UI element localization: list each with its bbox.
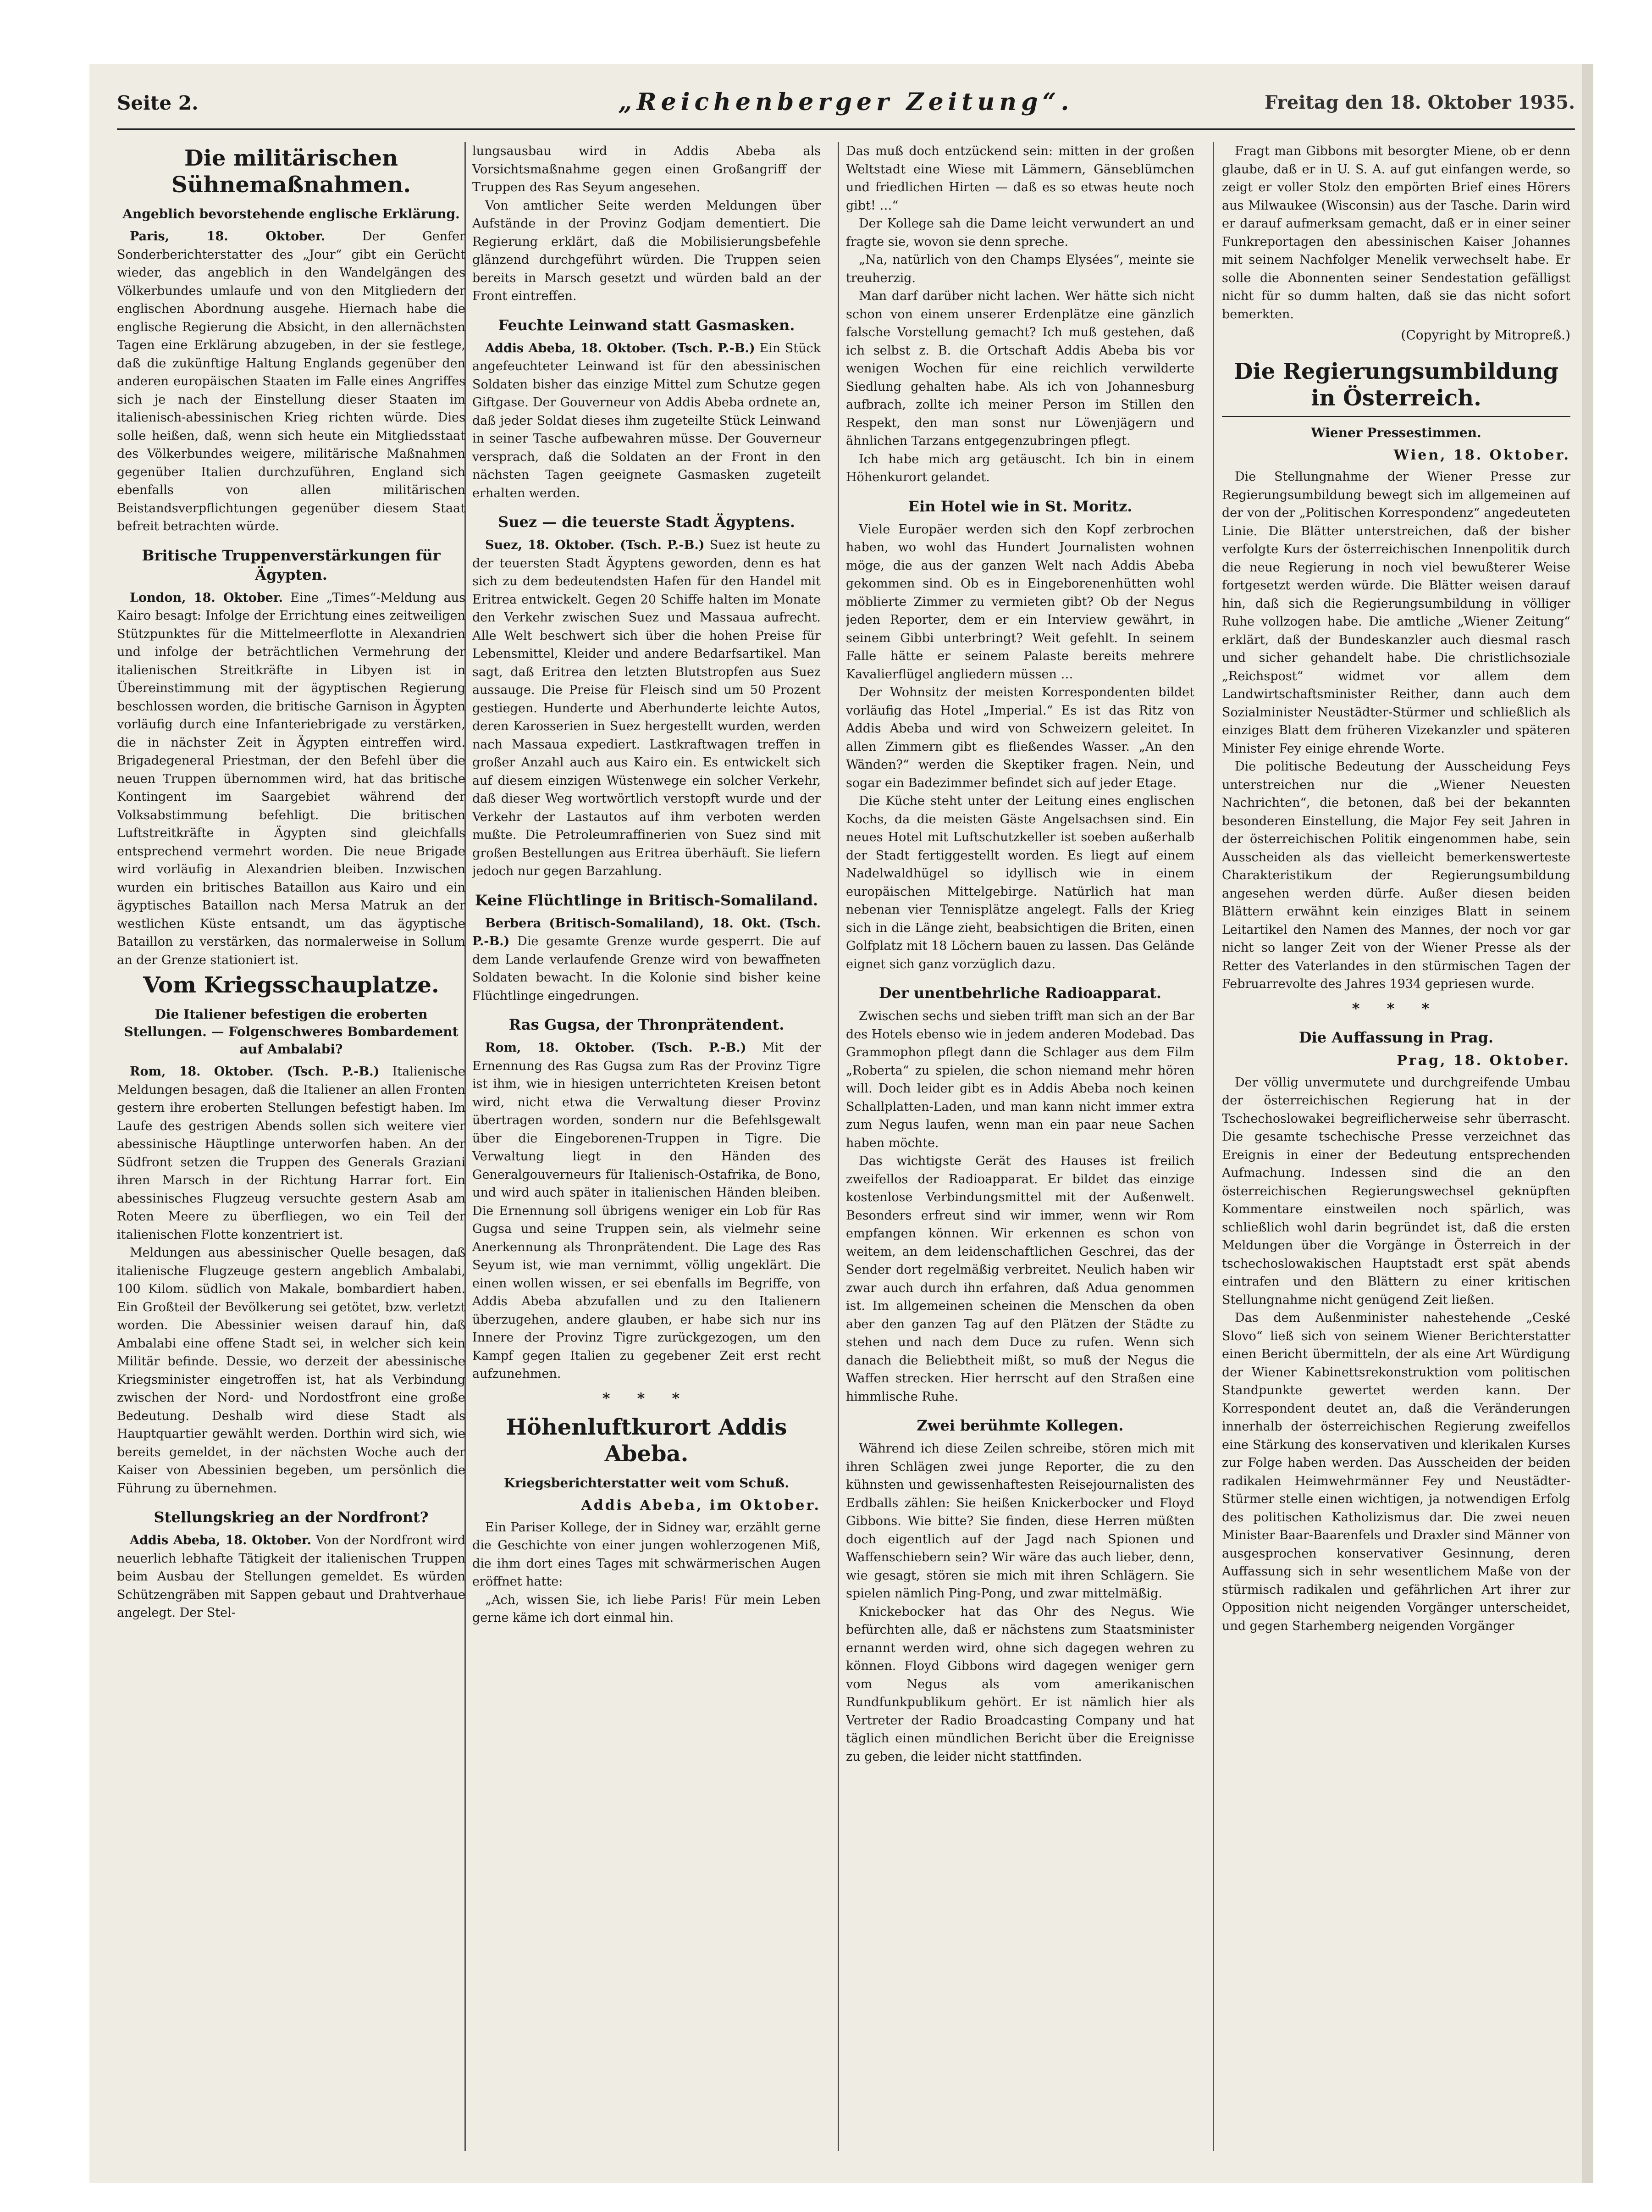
paragraph-text: lungsausbau wird in Addis Abeba als Vorsichtsmaßnahme gegen einen Großangriff der Truppen des Ras Seyum angesehen. [472, 144, 821, 194]
column-2 [472, 142, 821, 2160]
paragraph-text: Das wichtigste Gerät des Hauses ist freilich zweifellos der Radioapparat. Er bildet das einzige kostenlose Verbindungsmittel mit der Außenwelt. Besonders erfreut sind wir immer, wenn wir Rom empfangen können. Wir erkennen es schon von weitem, an dem leidenschaftlichen Geschrei, das der Sender dort regelmäßig verbreitet. Neulich haben wir zwar auch durch ihn erfahren, daß Adua genommen ist. Im allgemeinen scheinen die Menschen da oben aber den ganzen Tag auf den Plätzen der Städte zu stehen und nach dem Duce zu rufen. Wenn sich danach die Beliebtheit mißt, so muß der Negus die Waffen strecken. Hier herrscht auf den Straßen eine himmlische Ruhe. [846, 1154, 1194, 1404]
paragraph-text: Der völlig unvermutete und durchgreifende Umbau der österreichischen Regierung hat in der Tschechoslowakei begreiflicherweise sehr überrascht. Die gesamte tschechische Presse verzeichnet das Ereignis in einer der Bedeutung entsprechenden Aufmachung. Indessen sind die an den österreichischen Regierungswechsel geknüpften Kommentare einstweilen noch spärlich, was schließlich wohl darin begründet ist, daß die ersten Meldungen über die Vorgänge in Österreich in der tschechoslowakischen Hauptstadt erst spät abends eintrafen und den Blättern zu einer kritischen Stellungnahme nicht genügend Zeit ließen. [1222, 1075, 1570, 1307]
headline: Vom Kriegsschauplatze. [143, 972, 439, 998]
paragraph-text: Viele Europäer werden sich den Kopf zerbrochen haben, wo wohl das Hundert Journalisten wohnen möge, die aus der ganzen Welt nach Addis Abeba gekommen sind. Ob es in Eingeborenenhütten wohl möblierte Zimmer zu vermieten gibt? Ob der Negus jeden Reporter, dem er ein Interview gewährt, in seinem Gibbi unterbringt? Weit gefehlt. In seinem Falle hätte er seinem Palaste bereits mehrere Kavalierflügel angliedern müssen … [846, 522, 1194, 682]
paragraph [846, 683, 1194, 792]
paragraph [472, 536, 821, 881]
paragraph [117, 1244, 465, 1497]
paragraph [846, 1603, 1194, 1766]
paragraph-text: Der Genfer Sonderberichterstatter des „Jour“ gibt ein Gerücht wieder, das angeblich in den Wandelgängen des Völkerbundes umlaufe und von den Mitgliedern der englischen Abordnung ausgehe. Hiernach habe die englische Regierung die Absicht, in den allernächsten Tagen eine Erklärung abzugeben, in der sie festlege, daß die zukünftige Haltung Englands gegenüber den anderen europäischen Staaten im Falle eines Angriffes sich je nach der Einstellung dieser Staaten im italienisch-abessinischen Krieg richten würde. Dies solle heißen, daß, wenn sich heute ein Mitgliedsstaat des Völkerbundes weigere, militärische Maßnahmen gegenüber Italien durchzuführen, England sich ebenfalls von allen militärischen Beistandsverpflichtungen gegenüber diesem Staat befreit betrachten würde. [117, 229, 465, 533]
paragraph [472, 142, 821, 197]
subheadline: Feuchte Leinwand statt Gasmasken. [498, 316, 795, 334]
paragraph-text: Die politische Bedeutung der Ausscheidung Feys unterstreichen nur die „Wiener Neuesten Nachrichten“, die betonen, daß bei der bekannten besonderen Einstellung, die Major Fey seit Jahren in der österreichischen Politik eingenommen habe, sein Ausscheiden als das vielleicht bemerkenswerteste Charakteristikum der Regierungsumbildung angesehen werden dürfe. Außer diesen beiden Blättern erwähnt kein einziges Blatt in seinem Leitartikel den Namen des Mannes, der noch vor gar nicht so langer Zeit von der Wiener Presse als der Retter des Vaterlandes in den stürmischen Tagen der Februarrevolte des Jahres 1934 gepriesen wurde. [1222, 760, 1570, 991]
dateline: Addis Abeba, 18. Oktober. (Tsch. P.-B.) [485, 341, 755, 355]
paragraph-text: Die Stellungnahme der Wiener Presse zur Regierungsumbildung bewegt sich im allgemeinen auf der von der „Politischen Korrespondenz“ angedeuteten Linie. Die Blätter unterstreichen, daß der bisher verfolgte Kurs der österreichischen Innenpolitik durch die neue Regierung in noch viel bewußterer Weise fortgesetzt werden würde. Die Blätter weisen darauf hin, daß sich die Regierungsumbildung in völliger Ruhe vollzogen habe. Die amtliche „Wiener Zeitung“ erklärt, daß der Bundeskanzler auch diesmal rasch und sicher gehandelt habe. Die christlichsoziale „Reichspost“ widmet vor allem dem Landwirtschaftsminister Reither, dann auch dem Sozialminister Neustädter-Stürmer und schließlich als einziges Blatt dem früheren Vizekanzler und späteren Minister Fey einige ehrende Worte. [1222, 470, 1570, 756]
column-3 [846, 142, 1194, 2160]
paragraph [472, 1591, 821, 1627]
column-rule [1213, 142, 1214, 2151]
paragraph [472, 915, 821, 1005]
headline: Die Regierungsumbildung in Österreich. [1222, 358, 1570, 417]
paragraph-text: Der Kollege sah die Dame leicht verwundert an und fragte sie, wovon sie denn spreche. [846, 216, 1194, 249]
dateline: Addis Abeba, 18. Oktober. [130, 1533, 312, 1547]
headline: Die militärischen Sühnemaßnahmen. [171, 145, 411, 198]
paragraph-text: Ein Pariser Kollege, der in Sidney war, erzählt gerne die Geschichte von einer jungen wohlerzogenen Miß, die ihm dort eines Tages mit schwärmerischen Augen eröffnet hatte: [472, 1520, 821, 1589]
paragraph [1222, 1309, 1570, 1635]
page-header [117, 78, 1575, 130]
paragraph [846, 251, 1194, 287]
section-divider: * * * [1352, 999, 1441, 1017]
section-divider: * * * [602, 1389, 691, 1407]
paragraph-text: Italienische Meldungen besagen, daß die Italiener an allen Fronten gestern ihre eroberten Stellungen befestigt haben. Im Laufe des gestrigen Abends sollen sich weitere vier abessinische Häuptlinge unterworfen haben. An der Südfront setzen die Truppen des Generals Graziani ihren Marsch in der Richtung Harrar fort. Ein abessinisches Flugzeug versuchte gestern Asab am Roten Meere zu überfliegen, wo ein Teil der italienischen Flotte konzentriert ist. [117, 1064, 465, 1242]
place-dateline: Wien, 18. Oktober. [1393, 447, 1570, 463]
paragraph-text: Von amtlicher Seite werden Meldungen über Aufstände in der Provinz Godjam dementiert. Die Regierung erklärt, daß die Mobilisierungsbefehle glänzend durchgeführt würden. Die Truppen seien bereits in Marsch gesetzt und würden bald an der Front eintreffen. [472, 198, 821, 303]
paragraph [1222, 1074, 1570, 1309]
subheadline: Ras Gugsa, der Thronprätendent. [508, 1016, 785, 1033]
paragraph [117, 589, 465, 970]
paragraph-text: Meldungen aus abessinischer Quelle besagen, daß italienische Flugzeuge gestern angeblich Ambalabi, 100 Kilom. südlich von Makale, bombardiert haben. Ein Großteil der Bevölkerung sei getötet, bzw. verletzt worden. Die Abessinier weisen darauf hin, daß Ambalabi eine offene Stadt sei, in welcher sich kein Militär befinde. Dessie, wo derzeit der abessinische Kriegsminister eingetroffen ist, hat als Verbindung zwischen der Nord- und Nordostfront eine große Bedeutung. Deshalb wird diese Stadt als Hauptquartier gewählt werden. Dorthin wird sich, wie bereits gemeldet, in der nächsten Woche auch der Kaiser von Abessinien begeben, um persönlich die Führung zu übernehmen. [117, 1246, 465, 1496]
paragraph-text: Die Küche steht unter der Leitung eines englischen Kochs, da die meisten Gäste Angelsachsen sind. Ein neues Hotel mit Luftschutzkeller ist soeben außerhalb der Stadt fertiggestellt worden. Es liegt auf einem Nadelwaldhügel so idyllisch wie in einem europäischen Mittelgebirge. Natürlich hat man nebenan vier Tennisplätze angelegt. Falls der Krieg sich in die Länge zieht, beabsichtigen die Briten, einen Golfplatz mit 18 Löchern bauen zu lassen. Das Gelände eignet sich ganz vorzüglich dazu. [846, 794, 1194, 971]
paragraph-text: Der Wohnsitz der meisten Korrespondenten bildet vorläufig das Hotel „Imperial.“ Es ist das Ritz von Addis Abeba und wird von Schweizern geleitet. In allen Zimmern gibt es fließendes Wasser. „An den Wänden?“ werden die Skeptiker fragen. Nein, und sogar ein Badezimmer befindet sich auf jeder Etage. [846, 685, 1194, 790]
paragraph-text: Eine „Times“-Meldung aus Kairo besagt: Infolge der Errichtung eines zeitweiligen Stützpunktes für die Mittelmeerflotte in Alexandrien und infolge der beträchtlichen Vermehrung der italienischen Streitkräfte in Libyen ist in Übereinstimmung mit der ägyptischen Regierung beschlossen worden, die britische Garnison in Ägypten vorläufig durch eine Infanteriebrigade zu verstärken, die in nächster Zeit in Ägypten eintreffen wird. Brigadegeneral Priestman, der den Befehl über die neuen Truppen übernommen wird, hat das britische Kontingent im Saargebiet während der Volksabstimmung befehligt. Die britischen Luftstreitkräfte in Ägypten sind gleichfalls entsprechend vermehrt worden. Die neue Brigade wird vorläufig in Alexandrien bleiben. Inzwischen wurden ein britisches Bataillon aus Kairo und ein ägyptisches Bataillon nach Mersa Matruk an der westlichen Küste entsandt, um das ägyptische Bataillon zu verstärken, das normalerweise in Sollum an der Grenze stationiert ist. [117, 590, 465, 967]
subheadline: Keine Flüchtlinge in Britisch-Somaliland. [475, 891, 818, 909]
paragraph [117, 1531, 465, 1622]
paragraph-text: Zwischen sechs und sieben trifft man sich an der Bar des Hotels ebenso wie in jedem anderen Modebad. Das Grammophon pflegt dann die Schlager aus dem Film „Roberta“ zu spielen, die schon niemand mehr hören will. Doch leider gibt es in Addis Abeba noch keinen Schallplatten-Laden, und man kann nicht immer extra zum Negus laufen, wenn man ein paar neue Sachen haben möchte. [846, 1009, 1194, 1150]
paragraph-text: Von der Nordfront wird neuerlich lebhafte Tätigkeit der italienischen Truppen beim Ausbau der Stellungen gemeldet. Es würden Schützengräben mit Sappen gebaut und Drahtverhaue angelegt. Der Stel- [117, 1533, 465, 1620]
dateline: Rom, 18. Oktober. (Tsch. P.-B.) [130, 1064, 380, 1079]
subheadline: Die Auffassung in Prag. [1298, 1029, 1494, 1046]
dateline: London, 18. Oktober. [130, 590, 283, 605]
subheadline: Ein Hotel wie in St. Moritz. [908, 497, 1133, 515]
subheadline: Stellungskrieg an der Nordfront? [154, 1508, 429, 1526]
paragraph [846, 215, 1194, 251]
paragraph [472, 1519, 821, 1591]
dateline: Rom, 18. Oktober. (Tsch. P.-B.) [485, 1041, 746, 1055]
deck: Angeblich bevorstehende englische Erklärung. [122, 206, 460, 222]
paragraph [846, 450, 1194, 487]
paragraph-text: „Na, natürlich von den Champs Elysées“, meinte sie treuherzig. [846, 253, 1194, 285]
copyright-note: (Copyright by Mitropreß.) [1401, 327, 1570, 343]
paragraph [846, 792, 1194, 973]
paragraph-text: Mit der Ernennung des Ras Gugsa zum Ras der Provinz Tigre ist ihm, wie in hiesigen unterrichteten Kreisen betont wird, nicht etwa die Verwaltung dieser Provinz übertragen worden, sondern nur die Befehlsgewalt über die Eingeborenen-Truppen in Tigre. Die Verwaltung liegt in den Händen des Generalgouverneurs für Italienisch-Ostafrika, de Bono, und wird auch später in italienischen Händen bleiben. Die Ernennung soll übrigens weniger ein Lob für Ras Gugsa und seine Truppen sein, als vielmehr seine Anerkennung als Thronprätendent. Die Lage des Ras Seyum ist, wie man vernimmt, völlig ungeklärt. Die einen wollen wissen, er sei ebenfalls im Begriffe, von Addis Abeba abzufallen und zu den Italienern überzugehen, andere glauben, er habe sich nur ins Innere der Provinz Tigre zurückgezogen, um den Kampf gegen Italien zu gegebener Zeit erst recht aufzunehmen. [472, 1041, 821, 1381]
issue-date: Freitag den 18. Oktober 1935. [1264, 92, 1575, 113]
paragraph-text: Ich habe mich arg getäuscht. Ich bin in einem Höhenkurort gelandet. [846, 452, 1194, 484]
dateline: Paris, 18. Oktober. [130, 229, 326, 244]
paragraph-text: Man darf darüber nicht lachen. Wer hätte sich nicht schon von einem unserer Erdenplätze eine gänzlich falsche Vorstellung gemacht? Ich muß gestehen, daß ich selbst z. B. die Ortschaft Addis Abeba bis vor wenigen Wochen für eine reichlich verwilderte Siedlung gehalten habe. Als ich von Johannesburg aufbrach, zollte ich meiner Person im Stillen den Respekt, den man sonst nur Löwenjägern und ähnlichen Tarzans entgegenzubringen pflegt. [846, 289, 1194, 448]
paragraph [117, 1063, 465, 1244]
deck: Die Italiener befestigen die eroberten Stellungen. — Folgenschweres Bombardement auf Ambalabi? [124, 1007, 459, 1057]
paragraph-text: Suez ist heute zu der teuersten Stadt Ägyptens geworden, denn es hat sich zu dem bedeutendsten Hafen für den Handel mit Eritrea entwickelt. Gegen 20 Schiffe halten im Monate den Verkehr zwischen Suez und Massaua aufrecht. Alle Welt beschwert sich über die hohen Preise für Lebensmittel, Kleider und andere Bedarfsartikel. Man sagt, daß Eritrea den letzten Blutstropfen aus Suez aussauge. Die Preise für Fleisch sind um 50 Prozent gestiegen. Hunderte und Aberhunderte leichte Autos, deren Karosserien in Suez hergestellt wurden, werden nach Massaua expediert. Lastkraftwagen treffen in großer Anzahl auch aus Kairo ein. Es entwickelt sich auf diesem einzigen Wüstenwege ein solcher Verkehr, daß dieser Weg wortwörtlich verstopft wurde und der Verkehr der Lastautos auf ihm verboten werden mußte. Die Petroleumraffinerien von Suez sind mit großen Bestellungen aus Eritrea überhäuft. Sie liefern jedoch nur gegen Barzahlung. [472, 538, 821, 878]
paragraph [1222, 468, 1570, 758]
paragraph-text: „Ach, wissen Sie, ich liebe Paris! Für mein Leben gerne käme ich dort einmal hin. [472, 1592, 821, 1625]
newspaper-page [89, 64, 1593, 2183]
newspaper-title: „Reichenberger Zeitung“. [618, 88, 1074, 116]
paragraph [846, 1440, 1194, 1603]
place-dateline: Prag, 18. Oktober. [1397, 1053, 1570, 1069]
paragraph-text: Die gesamte Grenze wurde gesperrt. Die auf dem Lande verlaufende Grenze wird von bewaffneten Soldaten bewacht. In die Kolonie sind bisher keine Flüchtlinge eingedrungen. [472, 934, 821, 1003]
page-number: Seite 2. [117, 92, 199, 114]
adjacent-page-edge [1582, 64, 1593, 2183]
paragraph [846, 521, 1194, 684]
column-rule [838, 142, 839, 2151]
deck: Kriegsberichterstatter weit vom Schuß. [503, 1475, 790, 1491]
paragraph [846, 287, 1194, 450]
paragraph [1222, 142, 1570, 323]
subheadline: Der unentbehrliche Radioapparat. [878, 984, 1162, 1002]
paragraph [117, 227, 465, 536]
dateline: Suez, 18. Oktober. (Tsch. P.-B.) [485, 538, 705, 552]
deck: Wiener Pressestimmen. [1311, 425, 1481, 440]
paragraph-text: Während ich diese Zeilen schreibe, stören mich mit ihren Schlägen zwei junge Reporter, die zu den kühnsten und gewissenhaftesten Reisejournalisten des Erdballs zählen: Sie heißen Knickerbocker und Floyd Gibbons. Wie bitte? Sie finden, diese Herren müßten doch eigentlich auf der Jagd nach Spionen und Waffenschiebern sein? Wir wäre das auch lieber, denn, wie gesagt, stören sie mich mit ihren Schlägern. Sie spielen nämlich Ping-Pong, und zwar mittelmäßig. [846, 1441, 1194, 1601]
paragraph-text: Fragt man Gibbons mit besorgter Miene, ob er denn glaube, daß er in U. S. A. auf gut einfangen werde, so zeigt er voller Stolz den empörten Brief eines Hörers aus Milwaukee (Wisconsin) aus der Tasche. Darin wird er darauf aufmerksam gemacht, daß er in einer seiner Funkreportagen den abessinischen Kaiser Johannes mit seinem Nachfolger Menelik verwechselt habe. Er solle die Abonnenten seiner Sendestation gefälligst nicht für so dumm halten, daß sie das nicht sofort bemerkten. [1222, 144, 1570, 322]
subheadline: Suez — die teuerste Stadt Ägyptens. [498, 513, 795, 531]
paragraph [846, 1007, 1194, 1152]
paragraph-text: Knickebocker hat das Ohr des Negus. Wie befürchten alle, daß er nächstens zum Staatsminister ernannt werden wird, ohne sich dagegen wehren zu können. Floyd Gibbons wird dagegen weniger gern vom Negus als vom amerikanischen Rundfunkpublikum gehört. Er ist nämlich hier als Vertreter der Radio Broadcasting Company und hat täglich einen mündlichen Bericht über die Ereignisse zu geben, die leider nicht stattfinden. [846, 1604, 1194, 1764]
paragraph [846, 1152, 1194, 1406]
column-1 [117, 142, 465, 2160]
paragraph [472, 339, 821, 503]
subheadline: Britische Truppenverstärkungen für Ägypten. [142, 546, 441, 583]
paragraph [472, 1039, 821, 1383]
subheadline: Zwei berühmte Kollegen. [917, 1417, 1124, 1434]
dateline: Berbera (Britisch-Somaliland), 18. Okt. (Tsch. P.-B.) [472, 916, 821, 948]
headline: Höhenluftkurort Addis Abeba. [506, 1414, 787, 1467]
place-dateline: Addis Abeba, im Oktober. [581, 1497, 821, 1513]
paragraph-text: Das muß doch entzückend sein: mitten in der großen Weltstadt eine Wiese mit Lämmern, Gänseblümchen und friedlichen Hirten — daß es so etwas heute noch gibt! …“ [846, 144, 1194, 213]
column-4 [1222, 142, 1570, 2160]
paragraph [472, 197, 821, 305]
paragraph-text: Das dem Außenminister nahestehende „Ceské Slovo“ ließ sich von seinem Wiener Berichterstatter einen Bericht übermitteln, der als eine Art Würdigung der Wiener Kabinettsrekonstruktion vom politischen Standpunkte gewertet werden kann. Der Korrespondent deutet an, daß die Veränderungen innerhalb der österreichischen Regierung zweifellos eine Stärkung des konservativen und klerikalen Kurses zur Folge haben werden. Das Ausscheiden der beiden radikalen Heimwehrmänner Fey und Neustädter-Stürmer stelle einen wichtigen, ja notwendigen Erfolg des politischen Katholizismus dar. Die zwei neuen Minister Baar-Baarenfels und Draxler sind Männer von ausgesprochen konservativer Gesinnung, deren Auffassung sich in sehr wesentlichem Maße von der stürmisch radikalen und gefährlichen Art ihrer zur Opposition nicht neigenden Vorgänger unterscheidet, und gegen Starhemberg neigenden Vorgänger [1222, 1311, 1570, 1633]
paragraph [846, 142, 1194, 215]
paragraph-text: Ein Stück angefeuchteter Leinwand ist für den abessinischen Soldaten bisher das einzige Mittel zum Schutze gegen Giftgase. Der Gouverneur von Addis Abeba ordnete an, daß jeder Soldat dieses ihm zugeteilte Stück Leinwand in seiner Tasche aufbewahren müsse. Der Gouverneur versprach, daß die Soldaten an der Front in den nächsten Tagen geeignete Gasmasken zugeteilt erhalten werden. [472, 341, 821, 500]
paragraph [1222, 758, 1570, 993]
